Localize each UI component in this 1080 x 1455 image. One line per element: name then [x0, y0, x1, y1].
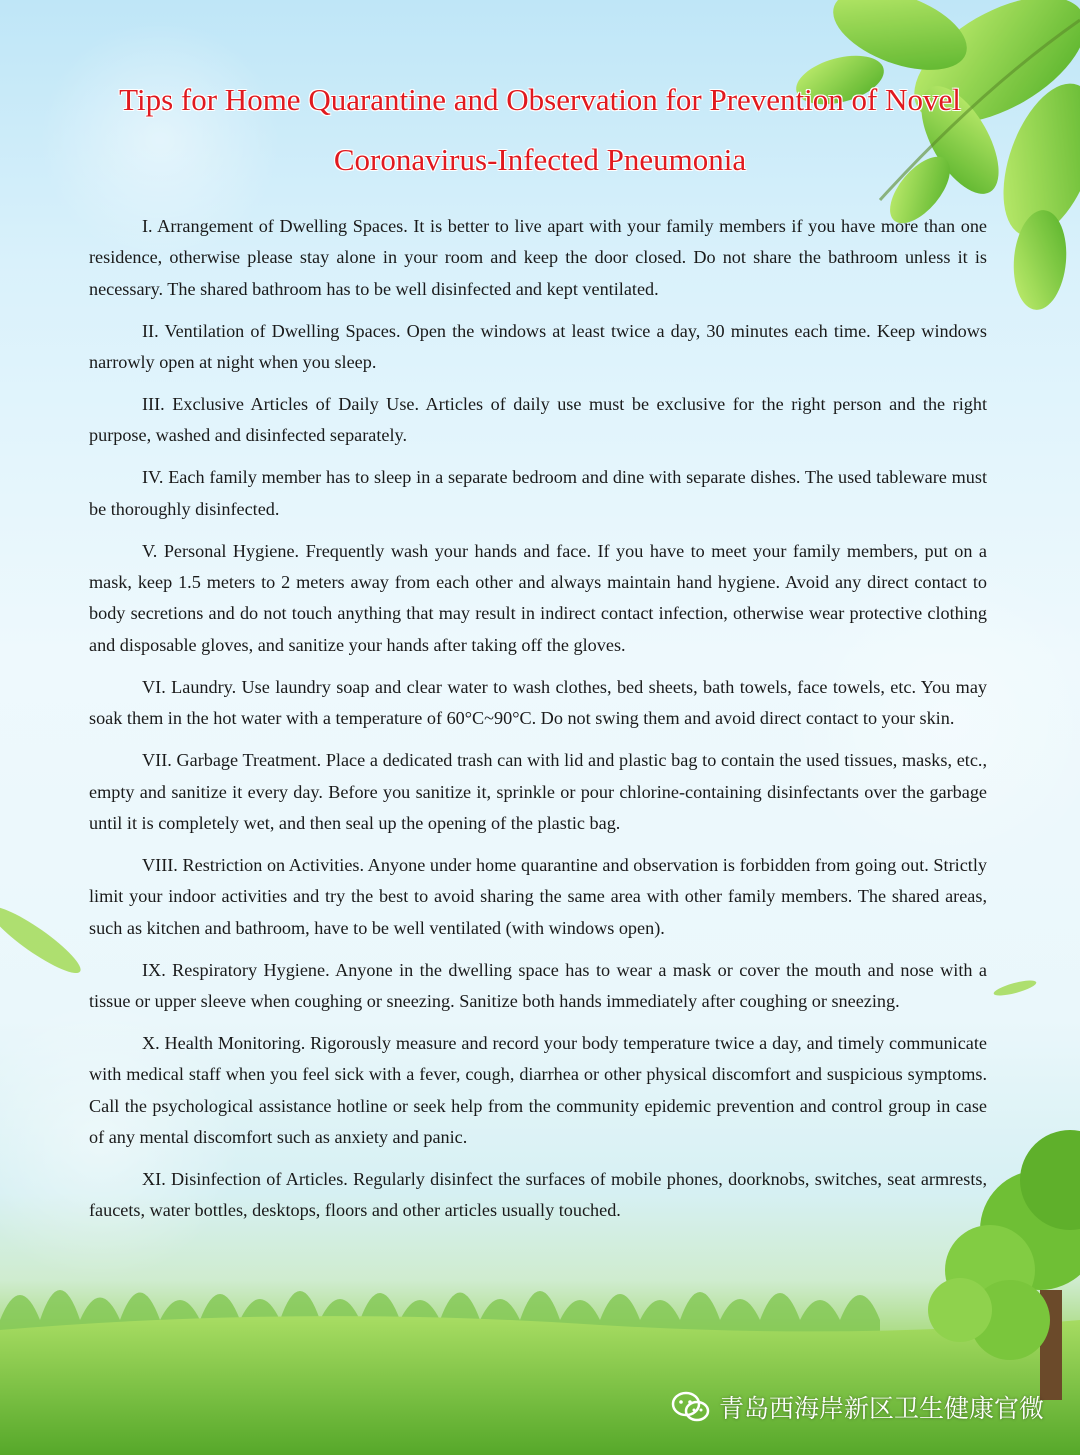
- title-line-2: Coronavirus-Infected Pneumonia: [333, 142, 747, 177]
- tip-paragraph-3: III. Exclusive Articles of Daily Use. Articles of daily use must be exclusive for the right person and the right purpose, washed and disinfected separately.: [89, 394, 987, 446]
- tip-paragraph-8: VIII. Restriction on Activities. Anyone under home quarantine and observation is forbidden from going out. Strictly limit your indoor activities and try the best to avoid sharing the same area with other family members. The shared areas, such as kitchen and bathroom, have to be well ventilated (with windows open).: [89, 854, 987, 938]
- tip-paragraph-2: II. Ventilation of Dwelling Spaces. Open the windows at least twice a day, 30 minutes each time. Keep windows narrowly open at night when you sleep.: [89, 320, 987, 373]
- tip-paragraph-9: IX. Respiratory Hygiene. Anyone in the dwelling space has to wear a mask or cover the mouth and nose with a tissue or upper sleeve when coughing or sneezing. Sanitize both hands immediately after coughing or sneezing.: [89, 959, 987, 1011]
- title-line-1: Tips for Home Quarantine and Observation for Prevention of Novel: [119, 82, 961, 117]
- watermark-text: 青岛西海岸新区卫生健康官微: [718, 1394, 1044, 1423]
- tip-paragraph-7: VII. Garbage Treatment. Place a dedicated trash can with lid and plastic bag to contain the used tissues, masks, etc., empty and sanitize it every day. Before you sanitize it, sprinkle or pour chlorine-containing disinfectants over the garbage until it is completely wet, and then seal up the opening of the plastic bag.: [89, 750, 987, 833]
- tip-paragraph-11: XI. Disinfection of Articles. Regularly disinfect the surfaces of mobile phones, doorknobs, switches, seat armrests, faucets, water bottles, desktops, floors and other articles usually touched.: [89, 1168, 987, 1221]
- tip-paragraph-10: X. Health Monitoring. Rigorously measure and record your body temperature twice a day, and timely communicate with medical staff when you feel sick with a fever, cough, diarrhea or other physical discomfort and suspicious symptoms. Call the psychological assistance hotline or seek help from the community epidemic prevention and control group in case of any mental discomfort such as anxiety and panic.: [89, 1032, 987, 1148]
- wechat-watermark: [671, 1389, 1044, 1425]
- page-title: [60, 70, 1020, 190]
- tip-paragraph-1: I. Arrangement of Dwelling Spaces. It is better to live apart with your family members if you have more than one residence, otherwise please stay alone in your room and keep the door closed. Do not share the bathroom unless it is necessary. The shared bathroom has to be well disinfected and kept ventilated.: [89, 216, 987, 299]
- tip-paragraph-4: IV. Each family member has to sleep in a separate bedroom and dine with separate dishes. The used tableware must be thoroughly disinfected.: [89, 467, 987, 519]
- tip-paragraph-6: VI. Laundry. Use laundry soap and clear water to wash clothes, bed sheets, bath towels, face towels, etc. You may soak them in the hot water with a temperature of 60°C~90°C. Do not swing them and avoid direct contact to your skin.: [89, 676, 987, 729]
- wechat-icon: [671, 1390, 711, 1424]
- tip-paragraph-5: V. Personal Hygiene. Frequently wash your hands and face. If you have to meet your family members, put on a mask, keep 1.5 meters to 2 meters away from each other and always maintain hand hygiene. Avoid any direct contact to body secretions and do not touch anything that may result in indirect contact infection, otherwise wear protective clothing and disposable gloves, and sanitize your hands after taking off the gloves.: [89, 540, 987, 655]
- tips-body: [89, 211, 987, 1237]
